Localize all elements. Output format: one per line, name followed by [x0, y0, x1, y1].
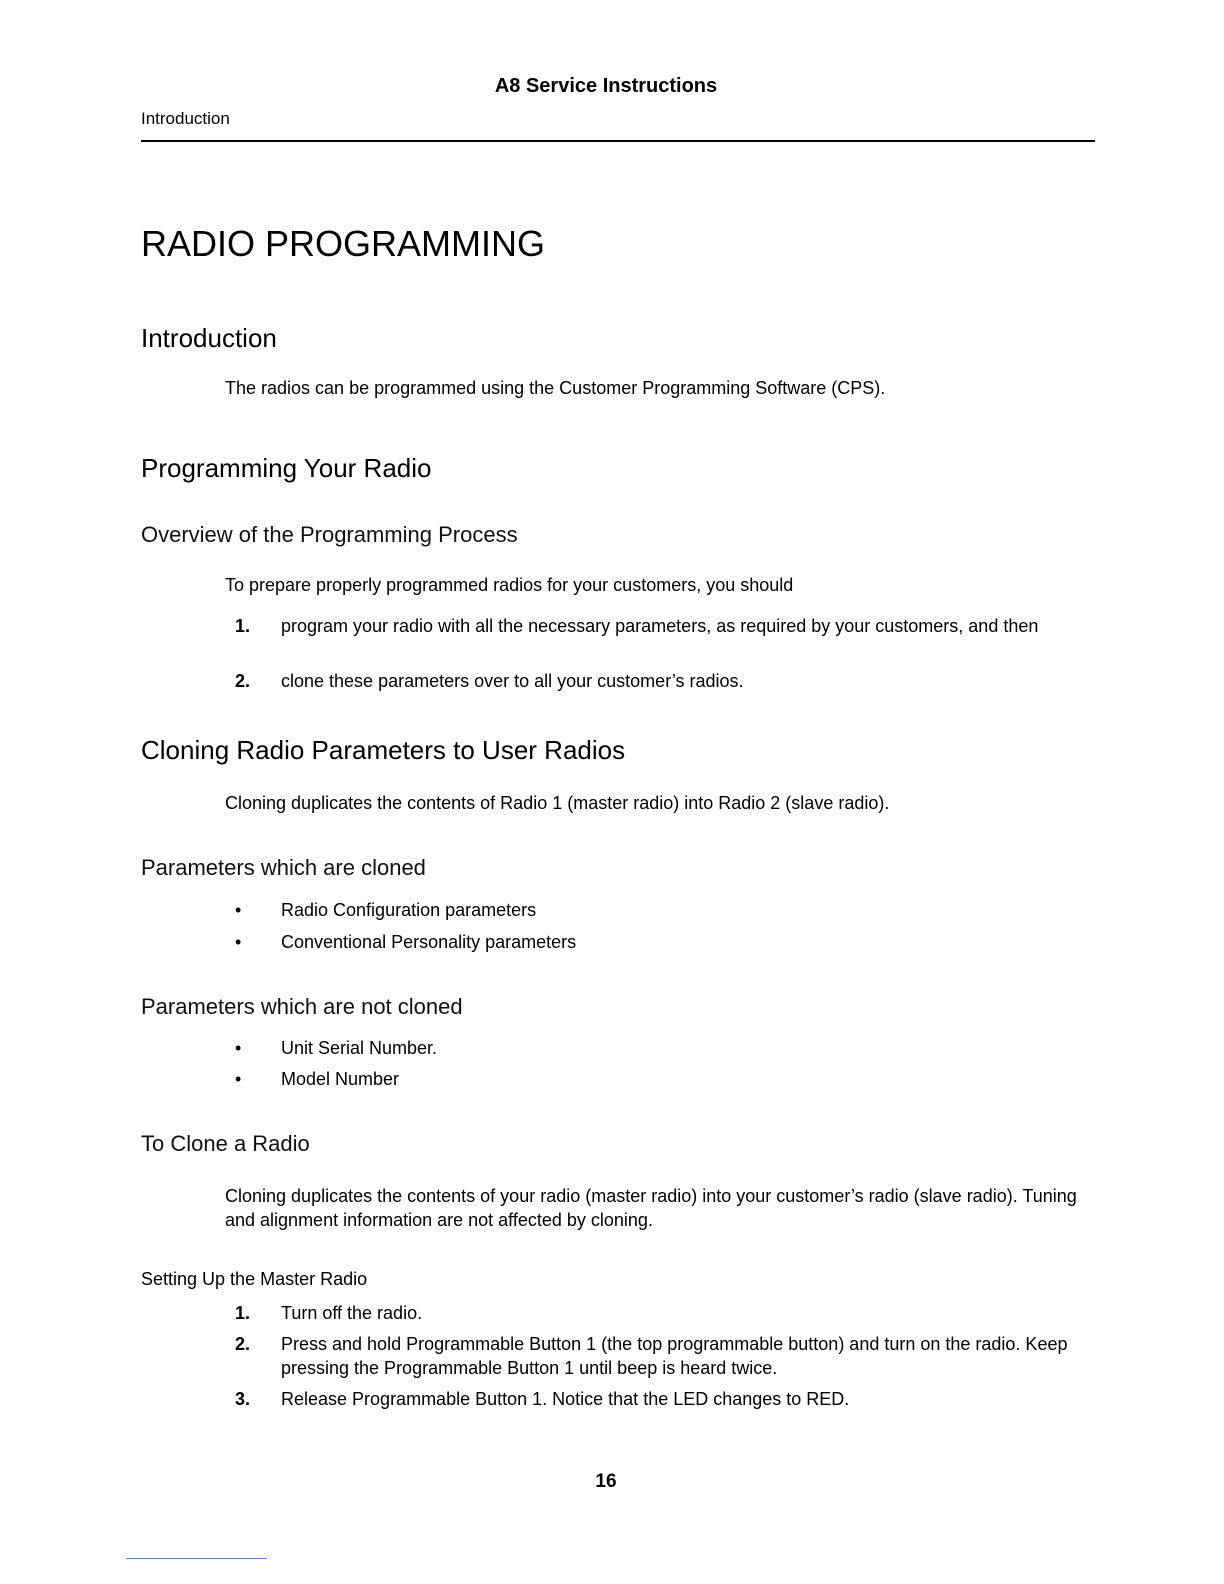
bullet-marker: •: [235, 932, 242, 952]
introduction-text: The radios can be programmed using the Customer Programming Software (CPS).: [225, 378, 886, 398]
step-marker: 2.: [235, 1334, 251, 1354]
step-marker: 1.: [235, 616, 251, 636]
overview-text: To prepare properly programmed radios for your customers, you should: [225, 575, 794, 595]
step-text: program your radio with all the necessary parameters, as required by your customers, and then: [281, 616, 1039, 636]
page-number: 16: [595, 1471, 617, 1492]
step-marker: 3.: [235, 1389, 251, 1409]
list-item: [225, 1301, 1095, 1325]
list-item: [225, 669, 1095, 693]
list-item: [225, 1067, 1095, 1091]
bullet-marker: •: [235, 900, 242, 920]
bullet-marker: •: [235, 1069, 242, 1089]
step-text: Release Programmable Button 1. Notice that the LED changes to RED.: [281, 1389, 850, 1409]
step-text: Turn off the radio.: [281, 1303, 423, 1323]
document-title: A8 Service Instructions: [494, 75, 718, 97]
bullet-marker: •: [235, 1038, 242, 1058]
step-marker: 1.: [235, 1303, 251, 1323]
list-item: [225, 1332, 1095, 1380]
bullet-text: Unit Serial Number.: [281, 1038, 438, 1058]
overview-heading: Overview of the Programming Process: [141, 522, 518, 547]
not-cloned-params-heading: Parameters which are not cloned: [141, 994, 463, 1019]
list-item: [225, 930, 1095, 954]
introduction-heading: Introduction: [141, 323, 277, 353]
cloned-params-heading: Parameters which are cloned: [141, 855, 426, 880]
step-text: clone these parameters over to all your customer’s radios.: [281, 671, 744, 691]
step-marker: 2.: [235, 671, 251, 691]
footnote-divider: [126, 1558, 267, 1559]
bullet-text: Model Number: [281, 1069, 400, 1089]
running-section-label: Introduction: [141, 109, 230, 128]
cloning-text: Cloning duplicates the contents of Radio 1 (master radio) into Radio 2 (slave radio).: [225, 793, 890, 813]
list-item: [225, 1036, 1095, 1060]
bullet-text: Conventional Personality parameters: [281, 932, 577, 952]
list-item: [225, 898, 1095, 922]
cloning-heading: Cloning Radio Parameters to User Radios: [141, 735, 626, 765]
to-clone-heading: To Clone a Radio: [141, 1131, 310, 1156]
list-item: [225, 614, 1095, 638]
header-divider: [141, 140, 1095, 142]
to-clone-text: Cloning duplicates the contents of your radio (master radio) into your customer’s radio (slave radio). Tuning and alignment information are not affected by cloning.: [225, 1186, 1077, 1230]
programming-heading: Programming Your Radio: [141, 453, 432, 483]
step-text: Press and hold Programmable Button 1 (the top programmable button) and turn on the radio. Keep pressing the Programmable Button 1 until beep is heard twice.: [281, 1334, 1068, 1378]
setup-master-heading: Setting Up the Master Radio: [141, 1269, 368, 1289]
bullet-text: Radio Configuration parameters: [281, 900, 537, 920]
list-item: [225, 1387, 1095, 1411]
chapter-title: RADIO PROGRAMMING: [141, 223, 546, 264]
